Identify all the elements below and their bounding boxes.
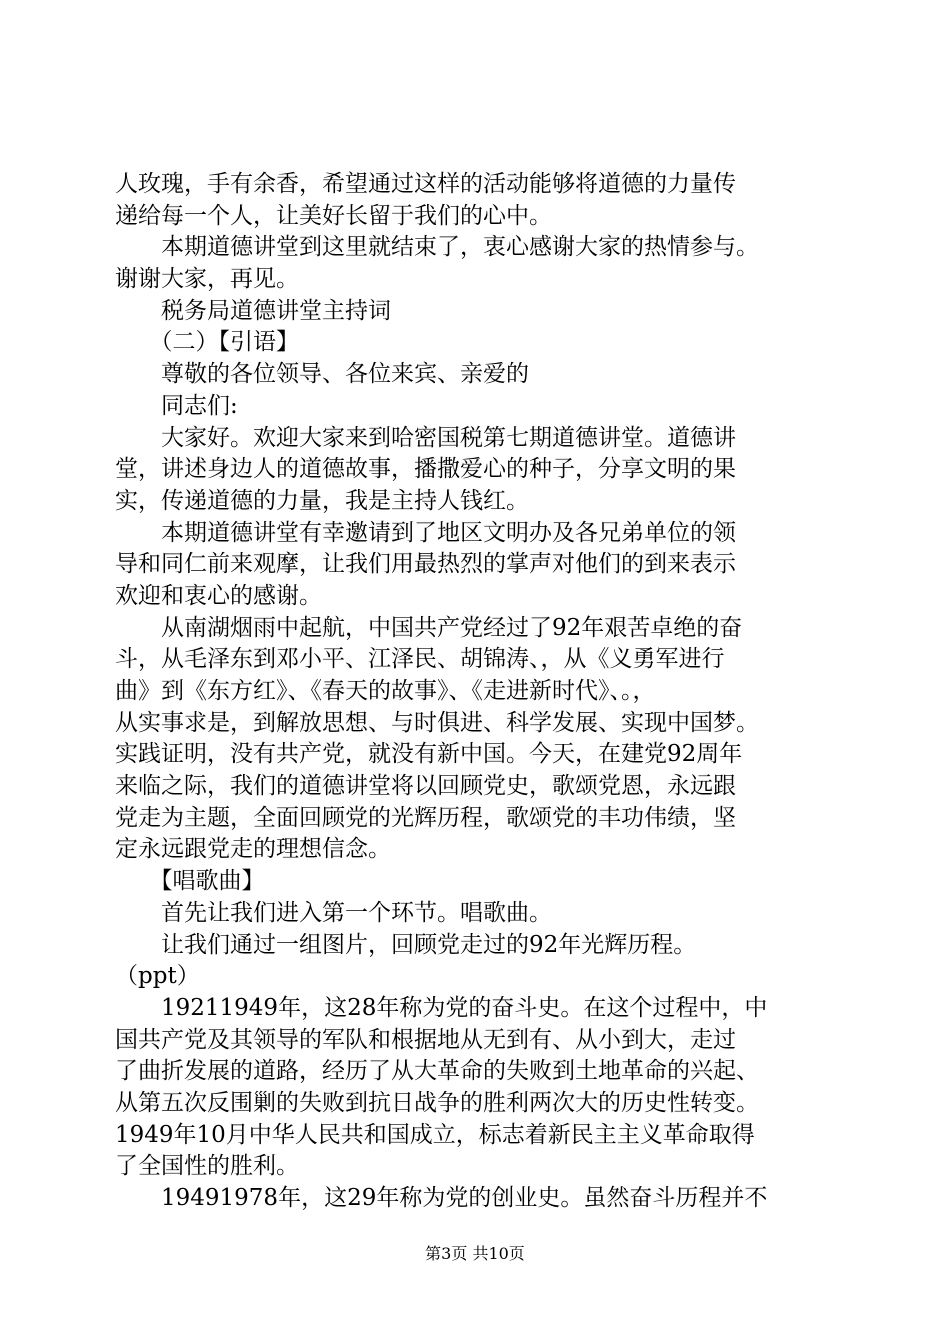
text-line: 尊敬的各位领导、各位来宾、亲爱的	[115, 361, 529, 388]
text-line: 曲》到《东方红》、《春天的故事》、《走进新时代》、。，	[115, 678, 656, 704]
text-line: 递给每一个人，让美好长留于我们的心中。	[115, 202, 552, 229]
text-line: 税务局道德讲堂主持词	[115, 297, 391, 324]
text-line: 堂，讲述身边人的道德故事，播撒爱心的种子，分享文明的果	[115, 456, 736, 483]
text-line: 本期道德讲堂有幸邀请到了地区文明办及各兄弟单位的领	[115, 519, 736, 546]
text-line: 本期道德讲堂到这里就结束了，衷心感谢大家的热情参与。	[115, 234, 759, 261]
text-line: 党走为主题，全面回顾党的光辉历程，歌颂党的丰功伟绩，坚	[115, 804, 736, 831]
text-line: 让我们通过一组图片，回顾党走过的92年光辉历程。	[115, 931, 697, 958]
text-line: 19491978年，这29年称为党的创业史。虽然奋斗历程并不	[115, 1185, 768, 1211]
text-line: 欢迎和衷心的感谢。	[115, 582, 322, 609]
text-line: 定永远跟党走的理想信念。	[115, 836, 391, 863]
text-line: 大家好。欢迎大家来到哈密国税第七期道德讲堂。道德讲	[115, 424, 736, 451]
page-footer: 第3页 共10页	[425, 1244, 525, 1263]
text-line: 实，传递道德的力量，我是主持人钱红。	[115, 487, 529, 514]
text-line: （二）【引语】	[115, 329, 299, 356]
text-line: 1949年10月中华人民共和国成立，标志着新民主主义革命取得	[115, 1121, 755, 1148]
text-line: 人玫瑰，手有余香，希望通过这样的活动能够将道德的力量传	[115, 171, 736, 197]
text-line: 【唱歌曲】	[115, 868, 265, 895]
text-line: 同志们:	[115, 392, 238, 419]
text-line: 导和同仁前来观摩，让我们用最热烈的掌声对他们的到来表示	[115, 551, 736, 578]
text-line: 从南湖烟雨中起航，中国共产党经过了92年艰苦卓绝的奋	[115, 614, 743, 641]
document-body	[115, 169, 835, 1215]
text-line: 国共产党及其领导的军队和根据地从无到有、从小到大，走过	[115, 1026, 736, 1053]
text-line: （ppt）	[115, 963, 200, 990]
text-line: 了全国性的胜利。	[115, 1153, 299, 1180]
text-line: 谢谢大家，再见。	[115, 266, 299, 293]
text-line: 了曲折发展的道路，经历了从大革命的失败到土地革命的兴起、	[115, 1058, 759, 1085]
text-line: 斗，从毛泽东到邓小平、江泽民、胡锦涛、，从《义勇军进行	[115, 646, 725, 673]
text-line: 首先让我们进入第一个环节。唱歌曲。	[115, 899, 552, 926]
text-line: 来临之际，我们的道德讲堂将以回顾党史，歌颂党恩，永远跟	[115, 773, 736, 800]
text-line: 从第五次反围剿的失败到抗日战争的胜利两次大的历史性转变。	[115, 1089, 759, 1116]
text-line: 实践证明，没有共产党，就没有新中国。今天，在建党92周年	[115, 741, 743, 768]
text-line: 从实事求是，到解放思想、与时俱进、科学发展、实现中国梦。	[115, 709, 759, 736]
text-line: 19211949年，这28年称为党的奋斗史。在这个过程中，中	[115, 994, 768, 1021]
